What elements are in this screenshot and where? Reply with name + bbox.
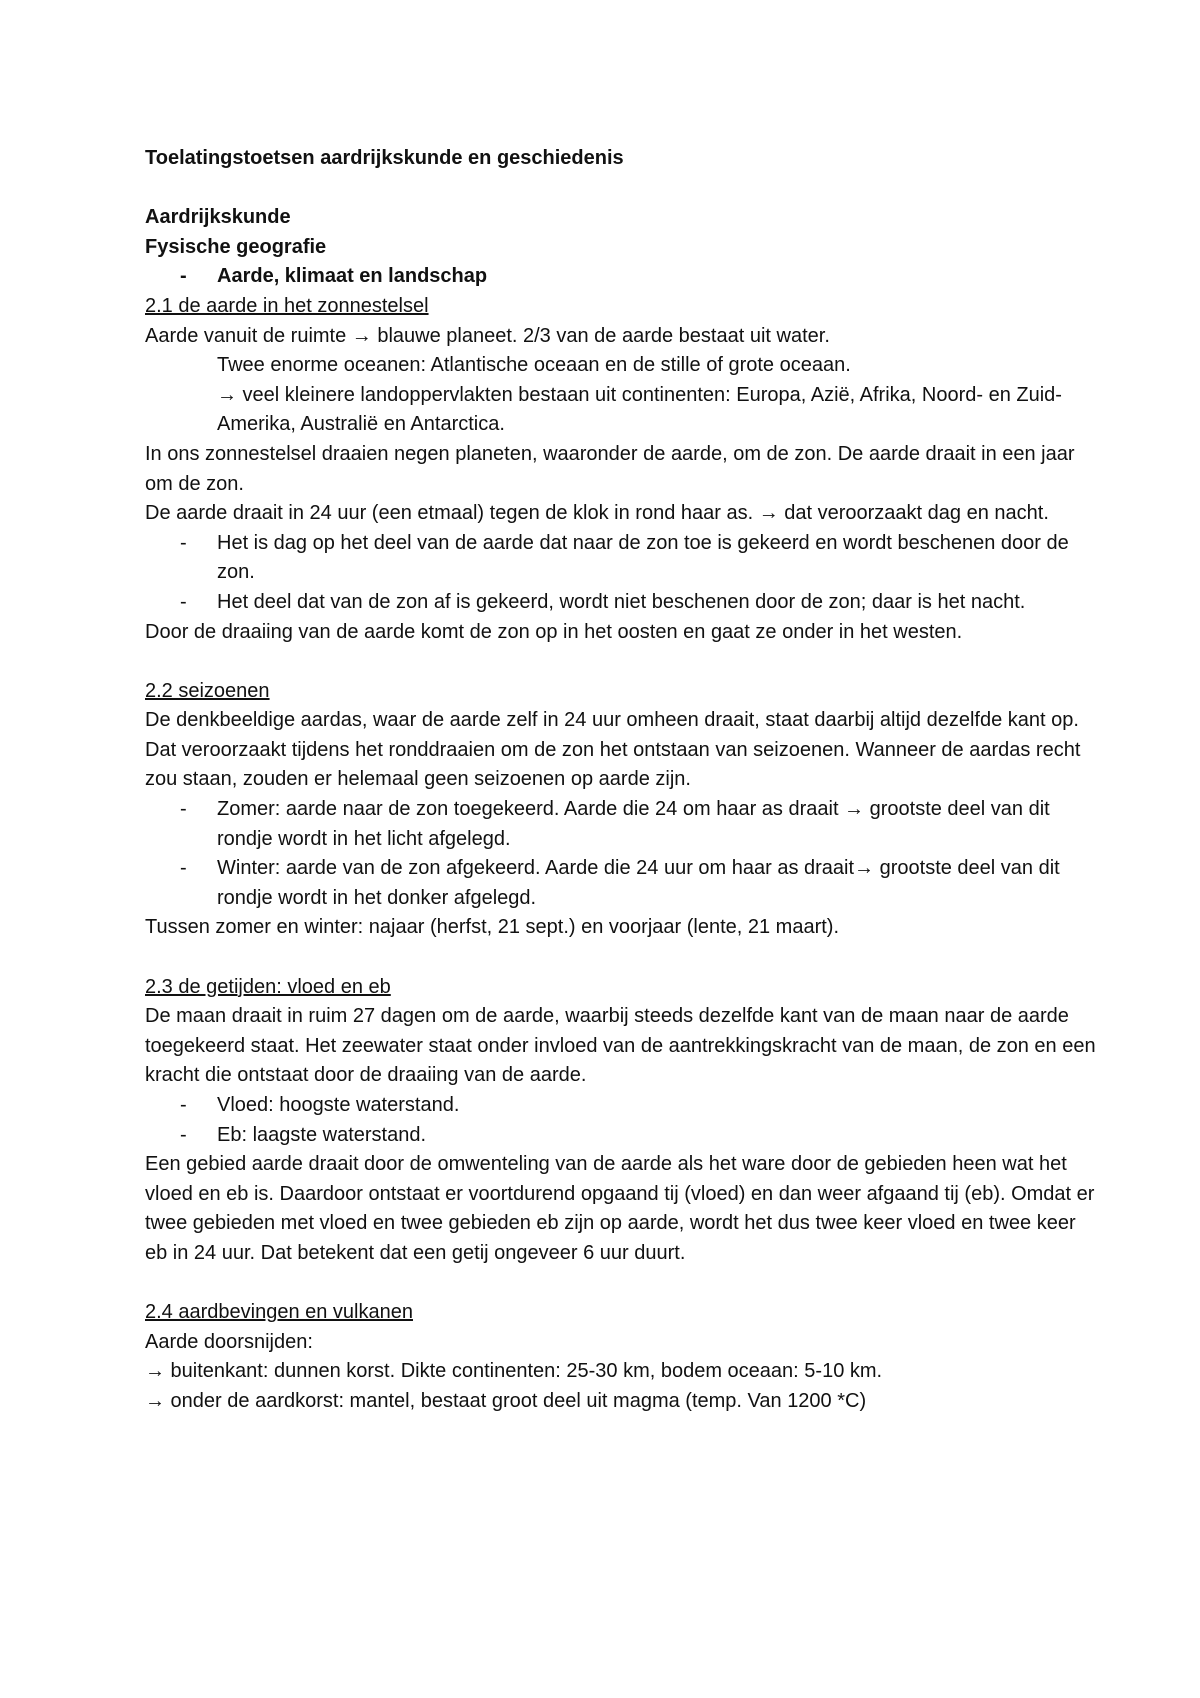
dash-bullet: -	[180, 531, 187, 554]
list-item-text: Het is dag op het deel van de aarde dat naar de zon toe is gekeerd en wordt beschenen door de zon.	[217, 531, 1069, 584]
dash-bullet: -	[180, 1123, 187, 1146]
subject-heading: Aardrijkskunde	[145, 206, 291, 229]
list-item-text: Zomer: aarde naar de zon toegekeerd. Aarde die 24 om haar as draait → grootste deel van dit rondje wordt in het licht afgelegd.	[217, 798, 1050, 850]
indented-line: → veel kleinere landoppervlakten bestaan uit continenten: Europa, Azië, Afrika, Noord- en Zuid-Amerika, Australië en Antarctica.	[217, 383, 1062, 436]
paragraph: Tussen zomer en winter: najaar (herfst, 21 sept.) en voorjaar (lente, 21 maart).	[145, 916, 840, 939]
list-item	[145, 795, 1100, 854]
topic-list	[145, 262, 1100, 292]
list-item	[145, 854, 1100, 913]
list-item	[145, 529, 1100, 588]
paragraph: Aarde vanuit de ruimte → blauwe planeet. 2/3 van de aarde bestaat uit water.	[145, 324, 830, 347]
paragraph: Door de draaiing van de aarde komt de zon op in het oosten en gaat ze onder in het westen.	[145, 620, 963, 643]
dash-bullet: -	[180, 1094, 187, 1116]
section-heading-2-1: 2.1 de aarde in het zonnestelsel	[145, 294, 429, 317]
section-heading-2-4: 2.4 aardbevingen en vulkanen	[145, 1301, 413, 1324]
dash-bullet: -	[180, 857, 187, 880]
list-item	[145, 1121, 1100, 1151]
paragraph: De maan draait in ruim 27 dagen om de aarde, waarbij steeds dezelfde kant van de maan naar de aarde toegekeerd staat. Het zeewater staat onder invloed van de aantrekkingskracht van de maan, de zon en een kracht die ontstaat door de draaiing van de aarde.	[145, 1005, 1096, 1087]
paragraph: → buitenkant: dunnen korst. Dikte continenten: 25-30 km, bodem oceaan: 5-10 km.	[145, 1360, 883, 1383]
paragraph: De denkbeeldige aardas, waar de aarde zelf in 24 uur omheen draait, staat daarbij altijd dezelfde kant op. Dat veroorzaakt tijdens het ronddraaien om de zon het ontstaan van seizoenen. Wanneer de aardas recht zou staan, zouden er helemaal geen seizoenen op aarde zijn.	[145, 709, 1081, 791]
list-item-text: Vloed: hoogste waterstand.	[217, 1094, 460, 1116]
paragraph: De aarde draait in 24 uur (een etmaal) tegen de klok in rond haar as. → dat veroorzaakt dag en nacht.	[145, 502, 1049, 525]
topic-item	[145, 262, 1100, 292]
document-title: Toelatingstoetsen aardrijkskunde en geschiedenis	[145, 147, 624, 169]
paragraph: In ons zonnestelsel draaien negen planeten, waaronder de aarde, om de zon. De aarde draait in een jaar om de zon.	[145, 442, 1075, 495]
dash-bullet: -	[180, 798, 187, 821]
paragraph: → onder de aardkorst: mantel, bestaat groot deel uit magma (temp. Van 1200 *C)	[145, 1389, 867, 1412]
dash-bullet: -	[180, 590, 187, 613]
spacer	[145, 1269, 1100, 1299]
list-item	[145, 1091, 1100, 1121]
subsubject-heading: Fysische geografie	[145, 235, 327, 258]
list-item	[145, 588, 1100, 618]
spacer	[145, 943, 1100, 973]
list-item-text: Eb: laagste waterstand.	[217, 1123, 427, 1146]
list-item-text: Winter: aarde van de zon afgekeerd. Aarde die 24 uur om haar as draait→ grootste deel van dit rondje wordt in het donker afgelegd.	[217, 857, 1060, 909]
dash-bullet: -	[180, 265, 187, 288]
spacer	[145, 647, 1100, 677]
section-heading-2-2: 2.2 seizoenen	[145, 679, 270, 702]
indented-line: Twee enorme oceanen: Atlantische oceaan en de stille of grote oceaan.	[217, 354, 851, 377]
list-item-text: Het deel dat van de zon af is gekeerd, wordt niet beschenen door de zon; daar is het nacht.	[217, 590, 1026, 613]
paragraph: Aarde doorsnijden:	[145, 1330, 313, 1353]
topic-text: Aarde, klimaat en landschap	[217, 265, 488, 288]
paragraph: Een gebied aarde draait door de omwenteling van de aarde als het ware door de gebieden heen wat het vloed en eb is. Daardoor ontstaat er voortdurend opgaand tij (vloed) en dan weer afgaand tij (eb). Omdat er twee gebieden met vloed en twee gebieden eb zijn op aarde, wordt het dus twee keer vloed en twee keer eb in 24 uur. Dat betekent dat een getij ongeveer 6 uur duurt.	[145, 1153, 1095, 1264]
section-heading-2-3: 2.3 de getijden: vloed en eb	[145, 975, 391, 998]
spacer	[145, 174, 1100, 204]
